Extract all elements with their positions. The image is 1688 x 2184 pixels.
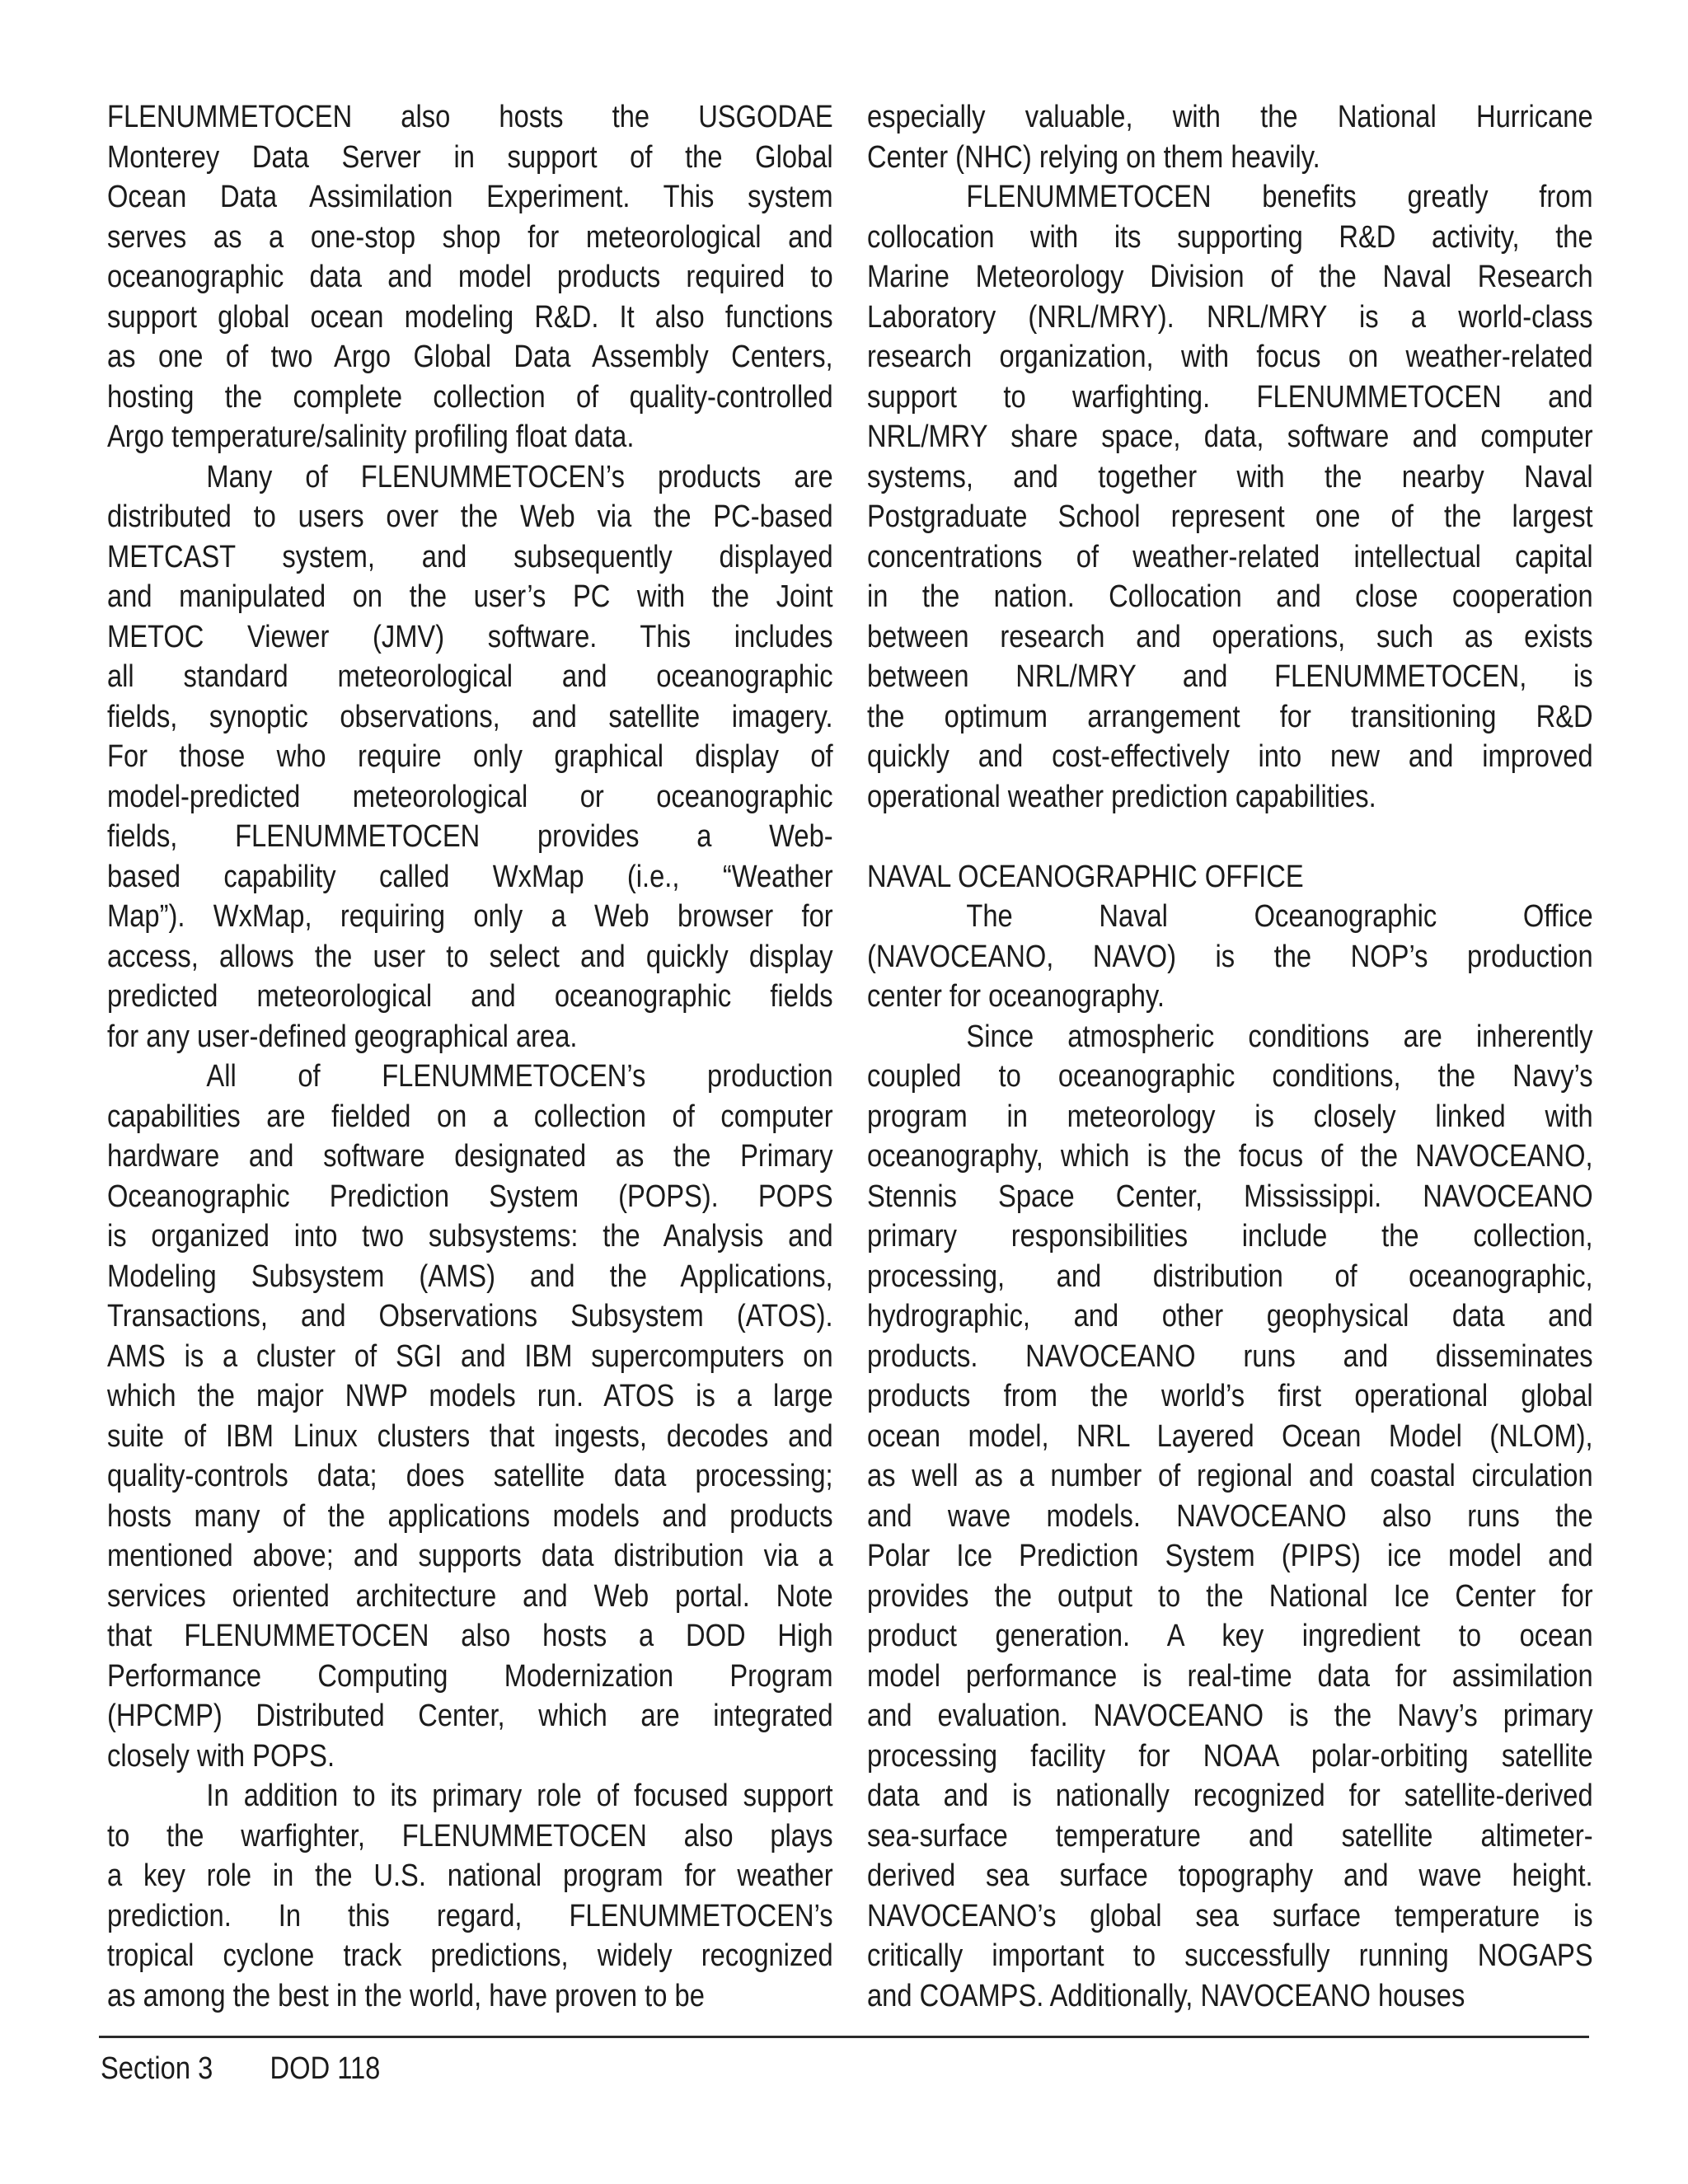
text-line: operational weather prediction capabilities. [867,779,1376,814]
footer-rule [99,2036,1589,2038]
text-line: distributed to users over the Web via the PC-based [107,499,833,534]
right-column [867,97,1593,2016]
text-line: primary responsibilities include the collection, [867,1219,1593,1254]
text-line: Since atmospheric conditions are inherently [966,1019,1593,1054]
text-line: (NAVOCEANO, NAVO) is the NOP’s production [867,939,1593,974]
text-line: Performance Computing Modernization Program [107,1658,833,1694]
text-line: support to warfighting. FLENUMMETOCEN and [867,379,1593,415]
text-line: processing, and distribution of oceanographic, [867,1258,1593,1294]
text-line: and evaluation. NAVOCEANO is the Navy’s primary [867,1699,1593,1733]
text-line: quickly and cost-effectively into new and improved [867,739,1593,774]
text-line: Ocean Data Assimilation Experiment. This system [107,180,833,214]
text-line: Stennis Space Center, Mississippi. NAVOCEANO [867,1179,1593,1214]
text-line: support global ocean modeling R&D. It also functions [107,299,833,335]
text-line: In addition to its primary role of focused support [206,1779,833,1813]
text-line: and COAMPS. Additionally, NAVOCEANO houses [867,1978,1465,2013]
text-line: between research and operations, such as exists [867,619,1593,654]
text-line: as among the best in the world, have proven to be [107,1978,705,2013]
text-line: services oriented architecture and Web portal. Note [107,1578,833,1614]
page-footer [101,2050,380,2087]
text-line: hydrographic, and other geophysical data and [867,1299,1593,1333]
text-line: For those who require only graphical display of [107,739,833,774]
text-line: Postgraduate School represent one of the largest [867,499,1593,534]
text-line: model-predicted meteorological or oceanographic [107,779,833,814]
text-line: as well as a number of regional and coastal circulation [867,1459,1593,1493]
text-line: model performance is real-time data for assimilation [867,1658,1593,1694]
text-line: and wave models. NAVOCEANO also runs the [867,1498,1593,1534]
text-line: METOC Viewer (JMV) software. This includes [107,619,833,654]
text-line: provides the output to the National Ice Center for [867,1578,1593,1614]
text-line: products from the world’s first operational global [867,1379,1593,1413]
text-line: Argo temperature/salinity profiling float data. [107,419,635,454]
text-line: research organization, with focus on weather-related [867,340,1593,374]
left-column [107,97,833,2016]
text-line: prediction. In this regard, FLENUMMETOCEN’s [107,1898,833,1933]
text-line: hardware and software designated as the Primary [107,1139,833,1174]
text-line: the optimum arrangement for transitioning R&D [867,699,1593,734]
text-line: Modeling Subsystem (AMS) and the Applications, [107,1258,833,1294]
text-line: systems, and together with the nearby Naval [867,459,1593,494]
text-line: quality-controls data; does satellite data processing; [107,1459,833,1493]
text-line: ocean model, NRL Layered Ocean Model (NLOM), [867,1418,1593,1454]
text-line: NAVOCEANO’s global sea surface temperature is [867,1898,1593,1933]
text-line: which the major NWP models run. ATOS is a large [107,1379,833,1413]
text-line: fields, FLENUMMETOCEN provides a Web- [107,819,833,854]
text-line: as one of two Argo Global Data Assembly Centers, [107,340,833,374]
text-line: serves as a one-stop shop for meteorological and [107,219,833,255]
text-line: a key role in the U.S. national program for weather [107,1858,833,1893]
text-line: Laboratory (NRL/MRY). NRL/MRY is a world-class [867,299,1593,335]
text-line: closely with POPS. [107,1738,335,1774]
text-line: that FLENUMMETOCEN also hosts a DOD High [107,1619,833,1653]
text-line: oceanographic data and model products required to [107,260,833,294]
text-line: processing facility for NOAA polar-orbiting satellite [867,1738,1593,1774]
text-line: (HPCMP) Distributed Center, which are integrated [107,1699,833,1733]
text-line: Polar Ice Prediction System (PIPS) ice model and [867,1539,1593,1573]
text-line: derived sea surface topography and wave height. [867,1858,1593,1893]
text-line: Transactions, and Observations Subsystem (ATOS). [107,1299,833,1333]
text-line: Monterey Data Server in support of the Global [107,139,833,175]
text-line: data and is nationally recognized for satellite-derived [867,1779,1593,1813]
text-line: based capability called WxMap (i.e., “Weather [107,859,833,894]
text-line: fields, synoptic observations, and satellite imagery. [107,699,833,734]
text-line: for any user-defined geographical area. [107,1019,578,1054]
text-line: hosts many of the applications models and products [107,1498,833,1534]
text-line: Oceanographic Prediction System (POPS). POPS [107,1179,833,1214]
text-line: product generation. A key ingredient to ocean [867,1619,1593,1653]
text-line: hosting the complete collection of quality-controlled [107,379,833,415]
text-line: FLENUMMETOCEN benefits greatly from [966,180,1593,214]
text-line: METCAST system, and subsequently displayed [107,539,833,574]
text-line: and manipulated on the user’s PC with the Joint [107,579,833,614]
footer-section-label: Section 3 [101,2051,213,2086]
text-line: AMS is a cluster of SGI and IBM supercomputers on [107,1338,833,1374]
text-line: All of FLENUMMETOCEN’s production [206,1059,833,1094]
text-line: collocation with its supporting R&D activity, the [867,219,1593,255]
text-line: predicted meteorological and oceanographic fields [107,979,833,1014]
text-line: in the nation. Collocation and close cooperation [867,579,1593,614]
text-line: concentrations of weather-related intellectual capital [867,539,1593,574]
text-line: Marine Meteorology Division of the Naval Research [867,260,1593,294]
text-line: program in meteorology is closely linked with [867,1099,1593,1134]
text-line: NRL/MRY share space, data, software and computer [867,419,1593,454]
text-line: coupled to oceanographic conditions, the Navy’s [867,1059,1593,1094]
text-line: Map”). WxMap, requiring only a Web browser for [107,899,833,934]
text-line: especially valuable, with the National Hurricane [867,100,1593,134]
text-line: FLENUMMETOCEN also hosts the USGODAE [107,100,833,134]
text-line: tropical cyclone track predictions, widely recognized [107,1938,833,1973]
text-line: access, allows the user to select and quickly display [107,939,833,974]
text-line: Many of FLENUMMETOCEN’s products are [206,459,833,494]
section-heading: NAVAL OCEANOGRAPHIC OFFICE [867,859,1304,894]
blank-line [867,817,1593,857]
text-line: center for oceanography. [867,979,1165,1014]
text-line: The Naval Oceanographic Office [966,899,1593,934]
text-line: is organized into two subsystems: the Analysis and [107,1219,833,1254]
text-line: mentioned above; and supports data distribution via a [107,1539,833,1573]
text-line: critically important to successfully running NOGAPS [867,1938,1593,1973]
text-line: sea-surface temperature and satellite altimeter- [867,1818,1593,1854]
text-line: Center (NHC) relying on them heavily. [867,139,1320,175]
text-line: suite of IBM Linux clusters that ingests, decodes and [107,1418,833,1454]
footer-page-number: DOD 118 [270,2051,381,2086]
text-line: oceanography, which is the focus of the NAVOCEANO, [867,1139,1593,1174]
text-line: to the warfighter, FLENUMMETOCEN also plays [107,1818,833,1854]
text-line: capabilities are fielded on a collection of computer [107,1099,833,1134]
text-line: products. NAVOCEANO runs and disseminates [867,1338,1593,1374]
text-line: between NRL/MRY and FLENUMMETOCEN, is [867,659,1593,694]
text-line: all standard meteorological and oceanographic [107,659,833,694]
